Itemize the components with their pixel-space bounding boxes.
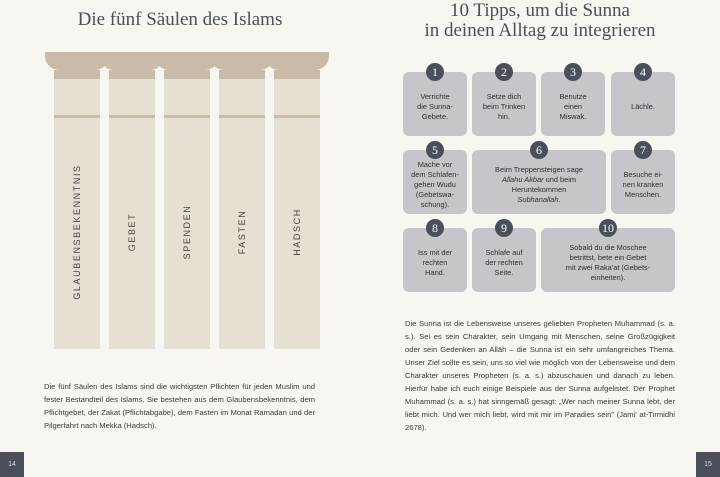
tip-text: Iss mit der rechten Hand.: [417, 248, 453, 277]
pillar-label: SPENDEN: [182, 204, 192, 260]
page-number-left: 14: [0, 452, 24, 477]
tip-card-9: [472, 228, 536, 292]
pillars-description: Die fünf Säulen des Islams sind die wichtigsten Pflichten für jeden Muslim und fester Bestandteil des Islams. Sie bestehen aus dem Glaubensbekenntnis, dem Pflichtgebet, der Zakat (Pflichtabgabe), dem Fasten im Monat Ramadan und der Pilgerfahrt nach Mekka (Hadsch).: [44, 382, 315, 430]
tip-card-8: [403, 228, 467, 292]
tip-card-2: [472, 72, 536, 136]
tip-number-badge: 7: [634, 141, 652, 159]
tip-number-badge: 4: [634, 63, 652, 81]
tip-number-badge: 3: [564, 63, 582, 81]
tip-number-badge: 2: [495, 63, 513, 81]
tip-number-badge: 8: [426, 219, 444, 237]
tip-text: Besuche ei- nen kranken Menschen.: [622, 170, 664, 199]
tip-card-6: [472, 150, 606, 214]
pillar-label: GLAUBENSBEKENNTNIS: [72, 164, 82, 300]
title-line-2: in deinen Alltag zu integrieren: [424, 20, 656, 41]
tip-text: Lächle.: [631, 102, 655, 111]
tip-card-1: [403, 72, 467, 136]
tip-number-badge: 6: [530, 141, 548, 159]
page-title-pillars: Die fünf Säulen des Islams: [77, 9, 283, 30]
tip-text: Beim Treppensteigen sage Allahu Akbar und beim Heruntekommen Subhanallah.: [495, 165, 583, 204]
pillar-label: GEBET: [127, 212, 137, 252]
tip-text: Mache vor dem Schlafen- gehen Wudu (Gebetswa- schung).: [411, 160, 459, 209]
tip-card-4: [611, 72, 675, 136]
pillar-label: FASTEN: [237, 209, 247, 255]
tip-card-3: [541, 72, 605, 136]
page-title-tips: [360, 1, 720, 41]
pillar-hajj: [265, 52, 329, 349]
tip-number-badge: 9: [495, 219, 513, 237]
tip-text: Benutze einen Miswak.: [559, 92, 587, 121]
tip-text: Sobald du die Moschee betrittst, bete ein Gebet mit zwei Raka'at (Gebets- einheiten).: [565, 243, 651, 282]
tip-text: Setze dich beim Trinken hin.: [482, 92, 526, 121]
pillar-capital: [265, 52, 329, 70]
title-line-1: 10 Tipps, um die Sunna: [449, 0, 630, 21]
sunna-description: Die Sunna ist die Lebensweise unseres geliebten Propheten Muhammad (s. a. s.). Sei es sein Charakter, sein Umgang mit Menschen, seine Großzügigkeit oder sein Gedenken an Allāh – die Sunna ist ein sehr umfangreiches Thema. Unser Ziel sollte es sein, uns so viel wie möglich von der Lebensweise und dem Charakter unseres Propheten (s. a. s.) abzuschauen und danach zu leben. Hierfür habe ich euch einige Beispiele aus der Sunna aufgelistet. Der Prophet Muhammad (s. a. s.) hat sinngemäß gesagt: „Wer nach meiner Sunna lebt, der liebt mich. Und wer mich liebt, wird mit mir im Paradies sein" (Jami' at-Tirmidhi 2678).: [405, 319, 675, 432]
tip-number-badge: 10: [599, 219, 617, 237]
tip-card-10: [541, 228, 675, 292]
pillar-label: HADSCH: [292, 208, 302, 256]
tip-number-badge: 5: [426, 141, 444, 159]
tip-number-badge: 1: [426, 63, 444, 81]
tip-card-7: [611, 150, 675, 214]
page-number-right: 15: [696, 452, 720, 477]
tip-card-5: [403, 150, 467, 214]
tip-text: Verrichte die Sunna- Gebete.: [417, 92, 453, 121]
tip-text: Schlafe auf der rechten Seite.: [485, 248, 523, 277]
